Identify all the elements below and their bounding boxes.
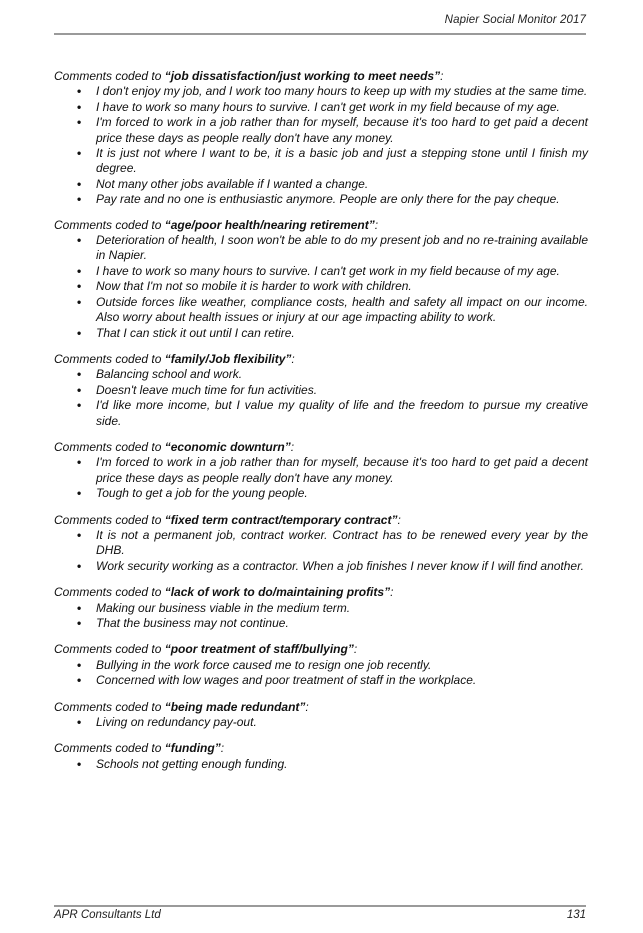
comment-list bbox=[54, 601, 588, 632]
section-heading-suffix: : bbox=[353, 642, 358, 657]
section-code: “job dissatisfaction/just working to meet needs” bbox=[164, 69, 441, 83]
section-heading bbox=[54, 513, 588, 528]
comment-section bbox=[54, 585, 588, 631]
footer-company: APR Consultants Ltd bbox=[54, 909, 161, 921]
section-heading-prefix: Comments coded to bbox=[54, 585, 165, 600]
header-rule bbox=[54, 33, 586, 35]
comment-list bbox=[54, 455, 588, 501]
section-code: “age/poor health/nearing retirement” bbox=[164, 217, 375, 232]
section-heading-prefix: Comments coded to bbox=[54, 699, 165, 714]
comment-list bbox=[54, 84, 588, 207]
section-code: “being made redundant” bbox=[164, 699, 306, 714]
section-code: “family/Job flexibility” bbox=[164, 351, 292, 366]
comment-list bbox=[54, 367, 588, 429]
comment-item: • I don't enjoy my job, and I work too many hours to keep up with my studies at the same time. bbox=[54, 84, 588, 99]
comment-item: • Schools not getting enough funding. bbox=[54, 757, 588, 772]
section-heading-suffix: : bbox=[397, 512, 401, 527]
comment-item: • Work security working as a contractor. When a job finishes I never know if I will find another. bbox=[54, 559, 588, 574]
section-heading-suffix: : bbox=[291, 351, 295, 366]
section-heading-suffix: : bbox=[305, 699, 309, 714]
running-header: Napier Social Monitor 2017 bbox=[444, 14, 586, 26]
comment-item: • That the business may not continue. bbox=[54, 616, 588, 631]
comment-item: • It is just not where I want to be, it is a basic job and just a stepping stone until I finish my degree. bbox=[54, 146, 588, 177]
section-code: “poor treatment of staff/bullying” bbox=[164, 642, 354, 657]
comment-item: • I'm forced to work in a job rather than for myself, because it's too hard to get paid a decent price these days as people really don't have any money. bbox=[54, 115, 588, 146]
section-heading-suffix: : bbox=[440, 69, 444, 83]
comment-item: • I'm forced to work in a job rather than for myself, because it's too hard to get paid a decent price these days as people really don't have any money. bbox=[54, 455, 588, 486]
comment-item: • Tough to get a job for the young people. bbox=[54, 486, 588, 501]
section-heading-prefix: Comments coded to bbox=[54, 741, 165, 756]
section-heading-prefix: Comments coded to bbox=[54, 512, 165, 527]
page-number: 131 bbox=[566, 909, 586, 921]
section-code: “lack of work to do/maintaining profits” bbox=[164, 585, 391, 600]
comment-item: • It is not a permanent job, contract worker. Contract has to be renewed every year by the DHB. bbox=[54, 528, 588, 559]
section-heading bbox=[54, 741, 588, 756]
comment-item: • I have to work so many hours to survive. I can't get work in my field because of my age. bbox=[54, 100, 588, 115]
section-heading bbox=[54, 585, 588, 600]
section-heading bbox=[54, 440, 588, 455]
section-heading bbox=[54, 352, 588, 367]
section-heading-prefix: Comments coded to bbox=[54, 217, 165, 232]
comment-item: • Living on redundancy pay-out. bbox=[54, 715, 588, 730]
comment-section bbox=[54, 642, 588, 688]
comment-item: • Making our business viable in the medium term. bbox=[54, 601, 588, 616]
comment-item: • Outside forces like weather, compliance costs, health and safety all impact on our income. Also worry about health issues or injury at our age impacting ability to work. bbox=[54, 295, 588, 326]
comment-item: • Concerned with low wages and poor treatment of staff in the workplace. bbox=[54, 673, 588, 688]
comment-item: • Not many other jobs available if I wanted a change. bbox=[54, 177, 588, 192]
comment-item: • I'd like more income, but I value my quality of life and the freedom to pursue my creative side. bbox=[54, 398, 588, 429]
comment-item: • Deterioration of health, I soon won't be able to do my present job and no re-training available in Napier. bbox=[54, 233, 588, 264]
comment-item: • I have to work so many hours to survive. I can't get work in my field because of my age. bbox=[54, 264, 588, 279]
section-heading-suffix: : bbox=[390, 585, 394, 600]
section-heading-prefix: Comments coded to bbox=[54, 439, 165, 454]
section-code: “fixed term contract/temporary contract” bbox=[164, 512, 398, 527]
comment-section bbox=[54, 513, 588, 575]
section-heading bbox=[54, 700, 588, 715]
section-heading-suffix: : bbox=[374, 217, 379, 232]
comment-item: • Pay rate and no one is enthusiastic anymore. People are only there for the pay cheque. bbox=[54, 192, 588, 207]
comment-list bbox=[54, 233, 588, 341]
comment-section bbox=[54, 352, 588, 429]
section-heading-prefix: Comments coded to bbox=[54, 642, 165, 657]
section-heading bbox=[54, 69, 588, 84]
comment-section bbox=[54, 700, 588, 731]
section-code: “economic downturn” bbox=[164, 439, 291, 454]
comment-item: • That I can stick it out until I can retire. bbox=[54, 326, 588, 341]
comment-list bbox=[54, 757, 588, 772]
section-heading-suffix: : bbox=[220, 741, 225, 756]
section-heading-prefix: Comments coded to bbox=[54, 69, 165, 83]
comment-list bbox=[54, 658, 588, 689]
comment-section bbox=[54, 440, 588, 502]
comment-section bbox=[54, 218, 588, 341]
comment-section bbox=[54, 741, 588, 772]
comment-item: • Balancing school and work. bbox=[54, 367, 588, 382]
footer-rule bbox=[54, 905, 586, 907]
comment-list bbox=[54, 528, 588, 574]
comment-section bbox=[54, 69, 588, 208]
comment-item: • Now that I'm not so mobile it is harder to work with children. bbox=[54, 279, 588, 294]
comment-item: • Doesn't leave much time for fun activities. bbox=[54, 383, 588, 398]
comment-list bbox=[54, 715, 588, 730]
section-heading bbox=[54, 218, 588, 233]
comments-body bbox=[54, 69, 588, 783]
section-heading bbox=[54, 642, 588, 657]
section-heading-suffix: : bbox=[290, 439, 295, 454]
comment-item: • Bullying in the work force caused me to resign one job recently. bbox=[54, 658, 588, 673]
section-code: “funding” bbox=[164, 741, 221, 756]
section-heading-prefix: Comments coded to bbox=[54, 351, 165, 366]
